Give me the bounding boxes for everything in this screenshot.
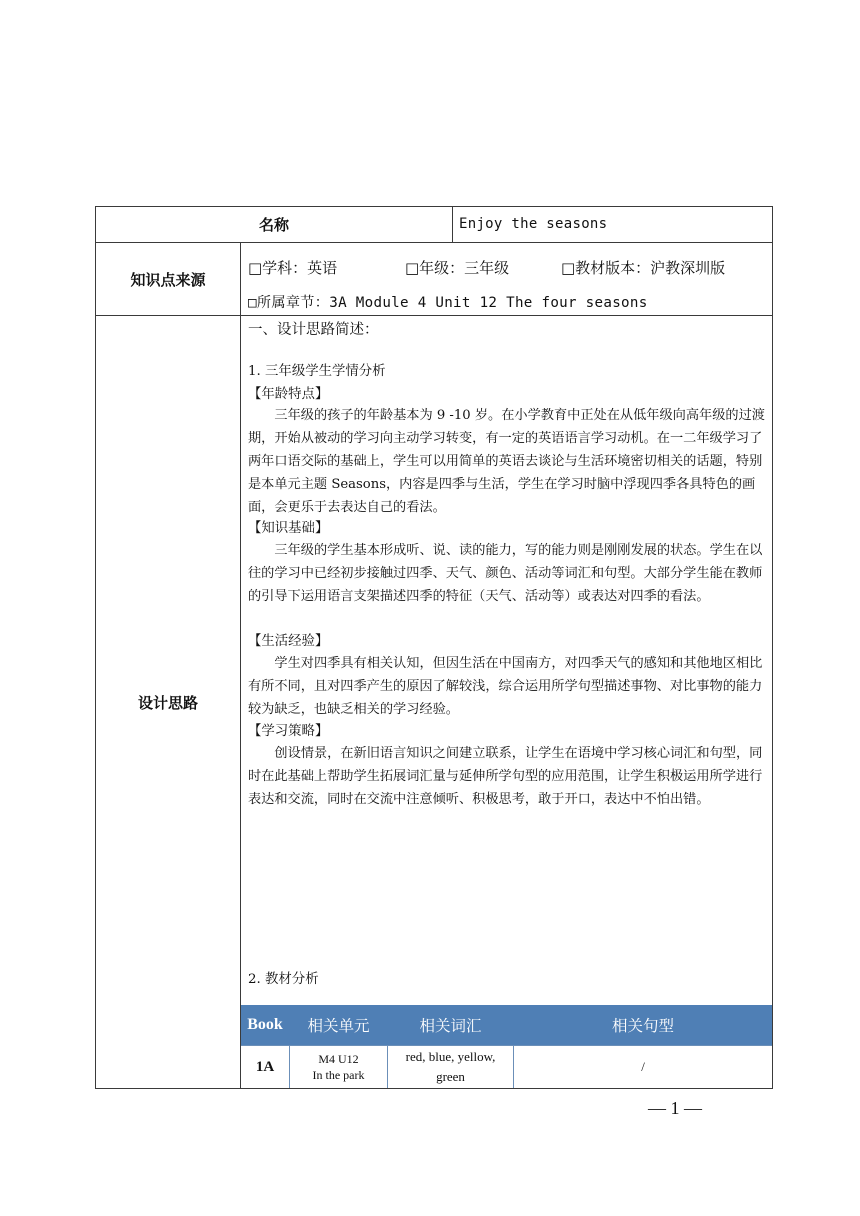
header-pattern: 相关句型 [611, 1017, 674, 1035]
table-border-row2 [95, 315, 773, 316]
part1-title: 1. 三年级学生学情分析 [248, 364, 386, 379]
strategy-text: 创设情景，在新旧语言知识之间建立联系，让学生在语境中学习核心词汇和句型，同时在此基础上帮助学生拓展词汇量与延伸所学句型的应用范围，让学生积极运用所学进行表达和交流，同时在交流中注意倾听、积极思考，敢于开口，表达中不怕出错。 [248, 746, 763, 807]
textbook-field: □教材版本：沪教深圳版 [561, 259, 726, 277]
cell-unit-name: In the park [312, 1068, 365, 1082]
table-border-bottom [95, 1088, 773, 1089]
design-label: 设计思路 [137, 693, 198, 712]
header-vocab: 相关词汇 [419, 1017, 482, 1035]
table-border-right [772, 206, 773, 1089]
cell-vocab: red, blue, yellow, green [405, 1049, 496, 1084]
page-number: — 1 — [648, 1098, 702, 1118]
cell-unit [290, 1046, 387, 1088]
section-title: 一、设计思路简述： [248, 322, 379, 338]
source-label: 知识点来源 [130, 270, 206, 289]
subject-field: □学科：英语 [248, 259, 338, 277]
header-unit: 相关单元 [307, 1017, 370, 1035]
table-border-left [95, 206, 96, 1089]
cell-pattern: / [641, 1059, 645, 1074]
inner-divider-2 [387, 1045, 388, 1088]
grade-field: □年级：三年级 [405, 259, 510, 277]
part2-title: 2. 教材分析 [248, 972, 319, 987]
name-label: 名称 [258, 215, 289, 234]
lesson-title: Enjoy the seasons [459, 216, 608, 232]
knowledge-title: 【知识基础】 [248, 521, 329, 536]
cell-unit-code: M4 U12 [318, 1052, 359, 1066]
table-divider-row1 [452, 206, 453, 243]
strategy-title: 【学习策略】 [248, 724, 329, 739]
knowledge-text: 三年级的学生基本形成听、说、读的能力，写的能力则是刚刚发展的状态。学生在以往的学习中已经初步接触过四季、天气、颜色、活动等词汇和句型。大部分学生能在教师的引导下运用语言支架描述四季的特征（天气、活动等）或表达对四季的看法。 [248, 543, 763, 604]
age-title: 【年龄特点】 [248, 387, 329, 402]
header-book: Book [247, 1016, 283, 1033]
life-title: 【生活经验】 [248, 634, 329, 649]
life-text: 学生对四季具有相关认知，但因生活在中国南方，对四季天气的感知和其他地区相比有所不同，且对四季产生的原因了解较浅，综合运用所学句型描述事物、对比事物的能力较为缺乏，也缺乏相关的学习经验。 [248, 656, 763, 717]
cell-book: 1A [255, 1058, 275, 1075]
age-text: 三年级的孩子的年龄基本为 9 -10 岁。在小学教育中正处在从低年级向高年级的过渡期，开始从被动的学习向主动学习转变，有一定的英语语言学习动机。在一二年级学习了两年口语交际的基础上，学生可以用简单的英语去谈论与生活环境密切相关的话题，特别是本单元主题 Seasons，内容是四季与生活，学生在学习时脑中浮现四季各具特色的画面，会更乐于去表达自己的看法。 [248, 408, 765, 515]
table-divider-labels [240, 242, 241, 1089]
chapter-field: □所属章节：3A Module 4 Unit 12 The four seasons [248, 295, 648, 311]
